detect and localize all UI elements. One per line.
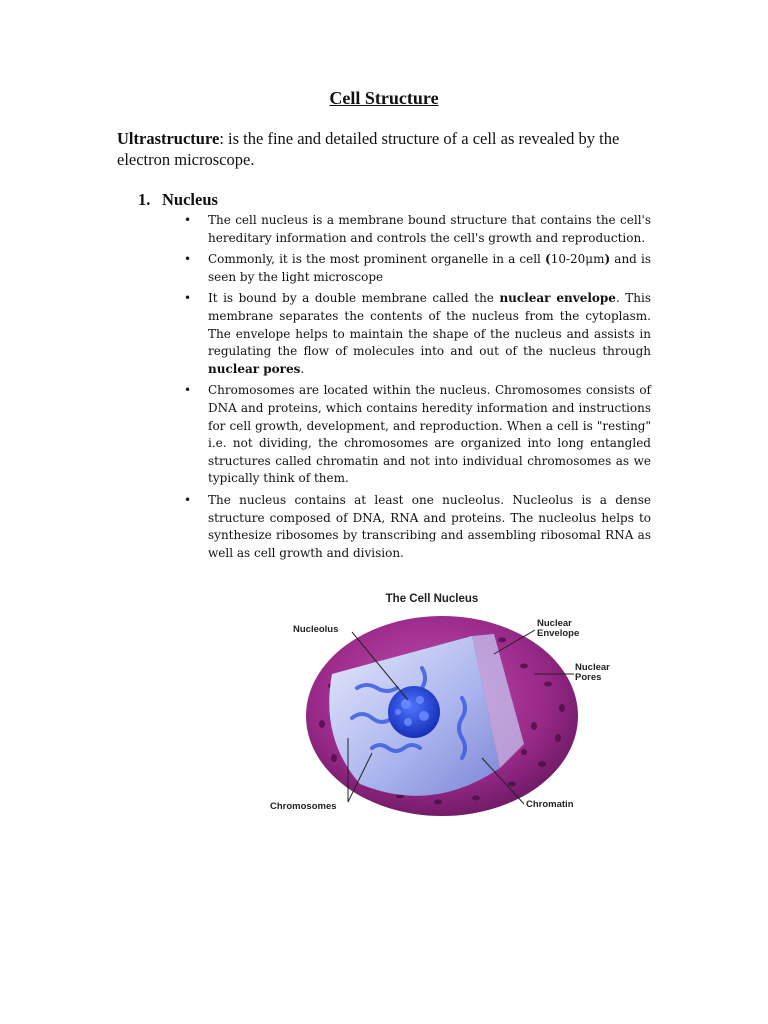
intro-text: : is the fine and detailed structure of a cell as revealed by the electron microscope. [117, 129, 620, 169]
bullet-bold-term: nuclear envelope [499, 291, 616, 306]
bullet-text: Chromosomes are located within the nucleus. Chromosomes consists of DNA and proteins, which contains heredity information and instructions for cell growth, development, and reproduction. When a cell is "resting" i.e. not dividing, the chromosomes are organized into long entangled structures called chromatin and not into individual chromosomes as we typically think of them. [208, 383, 651, 486]
bullet-item [184, 492, 651, 562]
label-nuclear-pores-line1: Nuclear [575, 662, 610, 673]
bullet-item [184, 290, 652, 378]
bullet-text: and is seen by the light microscope [208, 252, 651, 284]
section-title: Nucleus [162, 190, 218, 209]
bullet-dot-icon: • [184, 492, 192, 507]
bullet-text: 10-20μm [550, 252, 605, 267]
label-chromosomes: Chromosomes [270, 801, 337, 812]
section-number: 1. [138, 190, 151, 209]
bullet-dot-icon: • [184, 383, 192, 398]
bullet-dot-icon: • [184, 291, 192, 306]
bullet-text: The nucleus contains at least one nucleolus. Nucleolus is a dense structure composed of DNA, RNA and proteins. The nucleolus helps to synthesize ribosomes by transcribing and assembling ribosomal RNA as well as cell growth and division. [208, 492, 651, 560]
bullet-bold-term: ( [545, 252, 551, 267]
label-nuclear-envelope-line1: Nuclear [537, 618, 572, 629]
bullet-item [184, 251, 651, 286]
bullet-bold-term: ) [604, 252, 611, 267]
label-nuclear-pores-line2: Pores [575, 672, 602, 683]
label-chromatin: Chromatin [526, 799, 574, 810]
section-heading [138, 190, 218, 210]
page-title: Cell Structure [329, 88, 439, 108]
bullet-text: . This membrane separates the contents of the nucleus from the cytoplasm. The envelope helps to maintain the shape of the nucleus and assists in regulating the flow of molecules into and out of the nucleus through [208, 291, 652, 359]
intro-term: Ultrastructure [117, 129, 220, 148]
label-nuclear-pores [575, 663, 610, 683]
label-nuclear-envelope-line2: Envelope [537, 628, 580, 639]
bullet-text: It is bound by a double membrane called the [208, 291, 500, 306]
bullet-item [184, 212, 651, 247]
bullet-dot-icon: • [184, 213, 192, 227]
bullet-text: . [300, 361, 305, 376]
bullet-text: Commonly, it is the most prominent organelle in a cell [208, 252, 546, 267]
label-nucleolus: Nucleolus [293, 624, 339, 635]
bullet-dot-icon: • [184, 252, 192, 267]
bullet-text: The cell nucleus is a membrane bound structure that contains the cell's hereditary information and controls the cell's growth and reproduction. [208, 213, 651, 245]
bullet-bold-term: nuclear pores [208, 361, 301, 376]
figure-title: The Cell Nucleus [385, 593, 479, 605]
cell-nucleus-figure [262, 588, 610, 820]
intro-paragraph [117, 128, 657, 170]
bullet-list [184, 212, 652, 566]
label-nuclear-envelope [537, 619, 579, 639]
bullet-item [184, 382, 651, 488]
